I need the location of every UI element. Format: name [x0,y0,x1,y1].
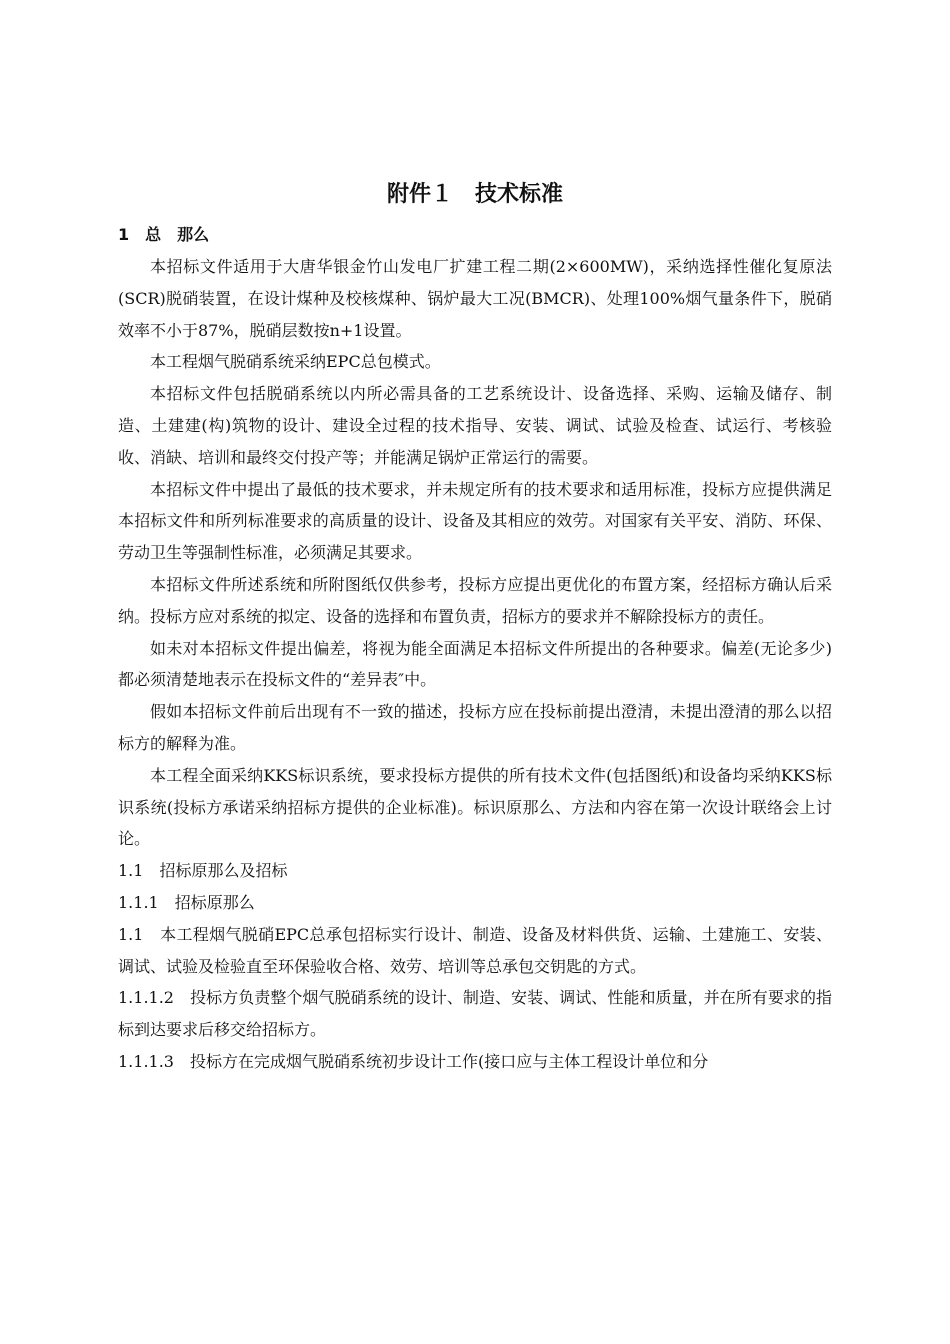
clause-item: 1.1 本工程烟气脱硝EPC总承包招标实行设计、制造、设备及材料供货、运输、土建施工、安装、调试、试验及检验直至环保验收合格、效劳、培训等总承包交钥匙的方式。 [118,924,832,976]
paragraph-minimum-requirements: 本招标文件中提出了最低的技术要求，并未规定所有的技术要求和适用标准，投标方应提供满足本招标文件和所列标准要求的高质量的设计、设备及其相应的效劳。对国家有关平安、消防、环保、劳动卫生等强制性标准，必须满足其要求。 [118,479,832,563]
paragraph-epc-mode: 本工程烟气脱硝系统采纳EPC总包模式。 [150,352,441,372]
document-body [118,219,832,1078]
paragraph-scope: 本招标文件适用于大唐华银金竹山发电厂扩建工程二期(2×600MW)，采纳选择性催化复原法(SCR)脱硝装置，在设计煤种及校核煤种、锅炉最大工况(BMCR)、处理100%烟气量条件下，脱硝效率不小于87%，脱硝层数按n+1设置。 [118,257,832,340]
paragraph-deviations: 如未对本招标文件提出偏差，将视为能全面满足本招标文件所提出的各种要求。偏差(无论多少)都必须清楚地表示在投标文件的“差异表″中。 [118,638,832,690]
document-title: 附件１ 技术标准 [386,182,563,207]
clause-item: 1.1.1.2 投标方负责整个烟气脱硝系统的设计、制造、安装、调试、性能和质量，并在所有要求的指标到达要求后移交给招标方。 [118,988,832,1040]
paragraph-reference-drawings: 本招标文件所述系统和所附图纸仅供参考，投标方应提出更优化的布置方案，经招标方确认后采纳。投标方应对系统的拟定、设备的选择和布置负责，招标方的要求并不解除投标方的责任。 [118,574,832,626]
section-heading: 1 总 那么 [118,225,210,244]
paragraph-kks-system: 本工程全面采纳KKS标识系统，要求投标方提供的所有技术文件(包括图纸)和设备均采纳KKS标识系统(投标方承诺采纳招标方提供的企业标准)。标识原那么、方法和内容在第一次设计联络会上讨论。 [118,765,832,849]
paragraph-inconsistencies: 假如本招标文件前后出现有不一致的描述，投标方应在投标前提出澄清，未提出澄清的那么以招标方的解释为准。 [118,702,832,753]
subsection-heading: 1.1 招标原那么及招标 [118,861,288,881]
paragraph-included-work: 本招标文件包括脱硝系统以内所必需具备的工艺系统设计、设备选择、采购、运输及储存、制造、土建建(构)筑物的设计、建设全过程的技术指导、安装、调试、试验及检查、试运行、考核验收、消缺、培训和最终交付投产等；并能满足锅炉正常运行的需要。 [118,384,832,467]
subsubsection-heading: 1.1.1 招标原那么 [118,892,255,912]
clause-item: 1.1.1.3 投标方在完成烟气脱硝系统初步设计工作(接口应与主体工程设计单位和分 [118,1051,709,1071]
